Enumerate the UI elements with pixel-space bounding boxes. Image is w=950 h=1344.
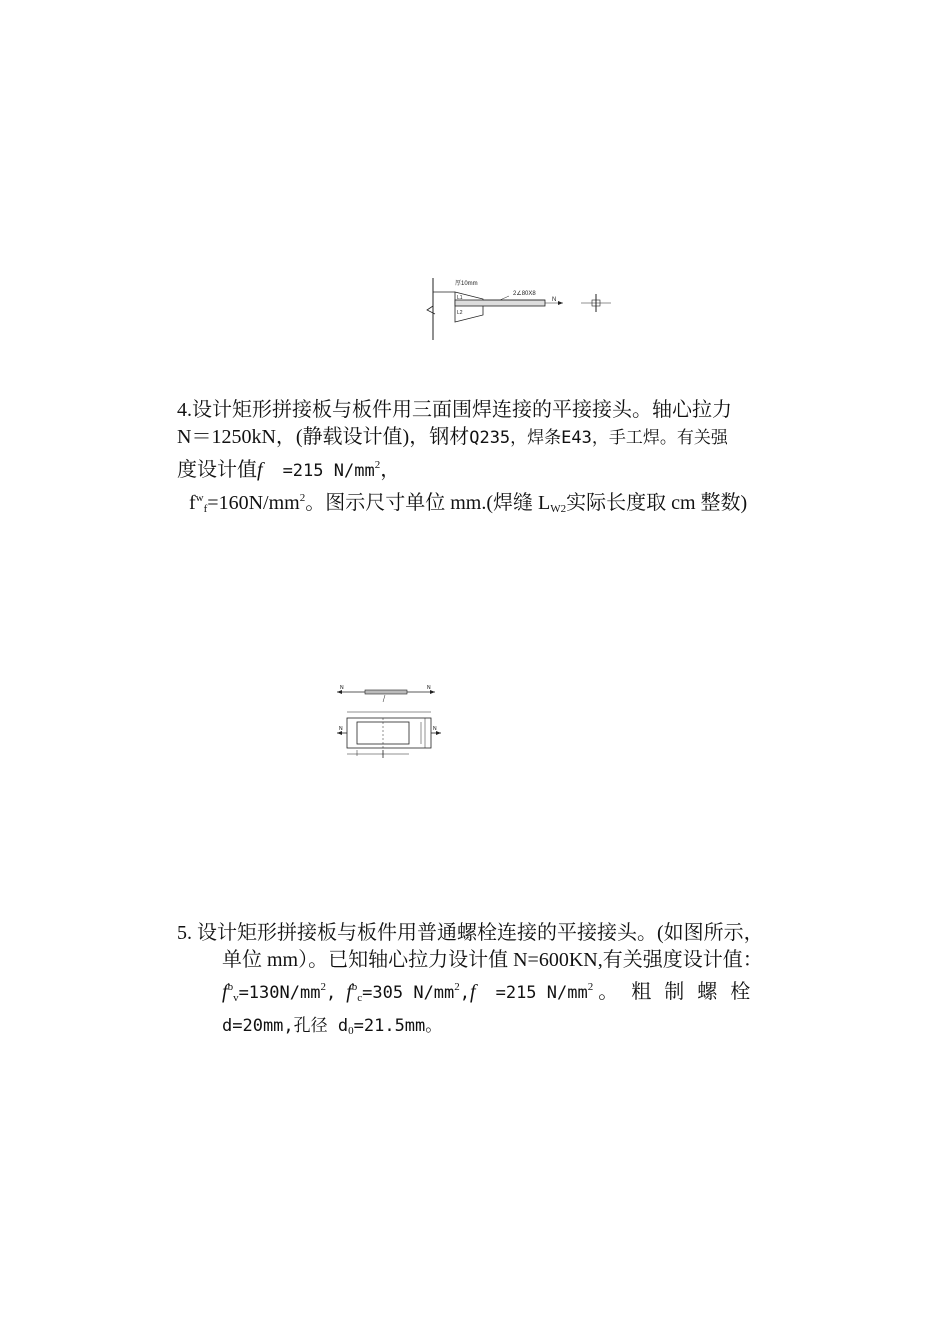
p5-line-3: $f^b_v=130N/mm^2$, $f^b_c=305$ $N/mm^2,f$ =215 $N/mm^2$ 。 粗 制 螺 栓: [222, 981, 755, 1004]
elev-n-left: N: [340, 685, 344, 691]
elev-n-right: N: [427, 685, 431, 691]
problem-4-text: [177, 397, 747, 523]
l1-label: L1: [457, 295, 463, 301]
thickness-label: 厚10mm: [455, 281, 478, 287]
p4-line-1: 4.设计矩形拼接板与板件用三面围焊连接的平接接头。轴心拉力: [177, 399, 732, 421]
p5-line-2: 单位 mm）。已知轴心拉力设计值 N=600KN,有关强度设计值：: [222, 949, 763, 971]
p4-line-2: N＝1250kN，(静载设计值)，钢材Q235，焊条E43，手工焊。有关强: [177, 426, 728, 448]
p5-line-4: d=20mm,孔径 $d_0=21.5mm$。: [222, 1016, 443, 1037]
p4-line-3: 度设计值f =215 $N/mm^2$，: [177, 459, 401, 481]
p4-line-4: $f^w_f=160N/mm^2$。图示尺寸单位 mm.(焊缝 $L_{W2}$实际长度取 cm 整数): [189, 492, 748, 515]
splice-figure-2: [335, 684, 443, 760]
plan-n-right: N: [433, 726, 437, 732]
weld-figure-1: [425, 272, 615, 344]
force-n-label: N: [552, 297, 557, 303]
angle-load-label: 2∠80X8: [513, 291, 536, 297]
problem-5-text: [177, 920, 764, 1045]
p5-line-1: 5. 设计矩形拼接板与板件用普通螺栓连接的平接接头。(如图所示，: [177, 922, 764, 944]
l2-label: L2: [457, 310, 463, 316]
plan-n-left: N: [339, 726, 343, 732]
